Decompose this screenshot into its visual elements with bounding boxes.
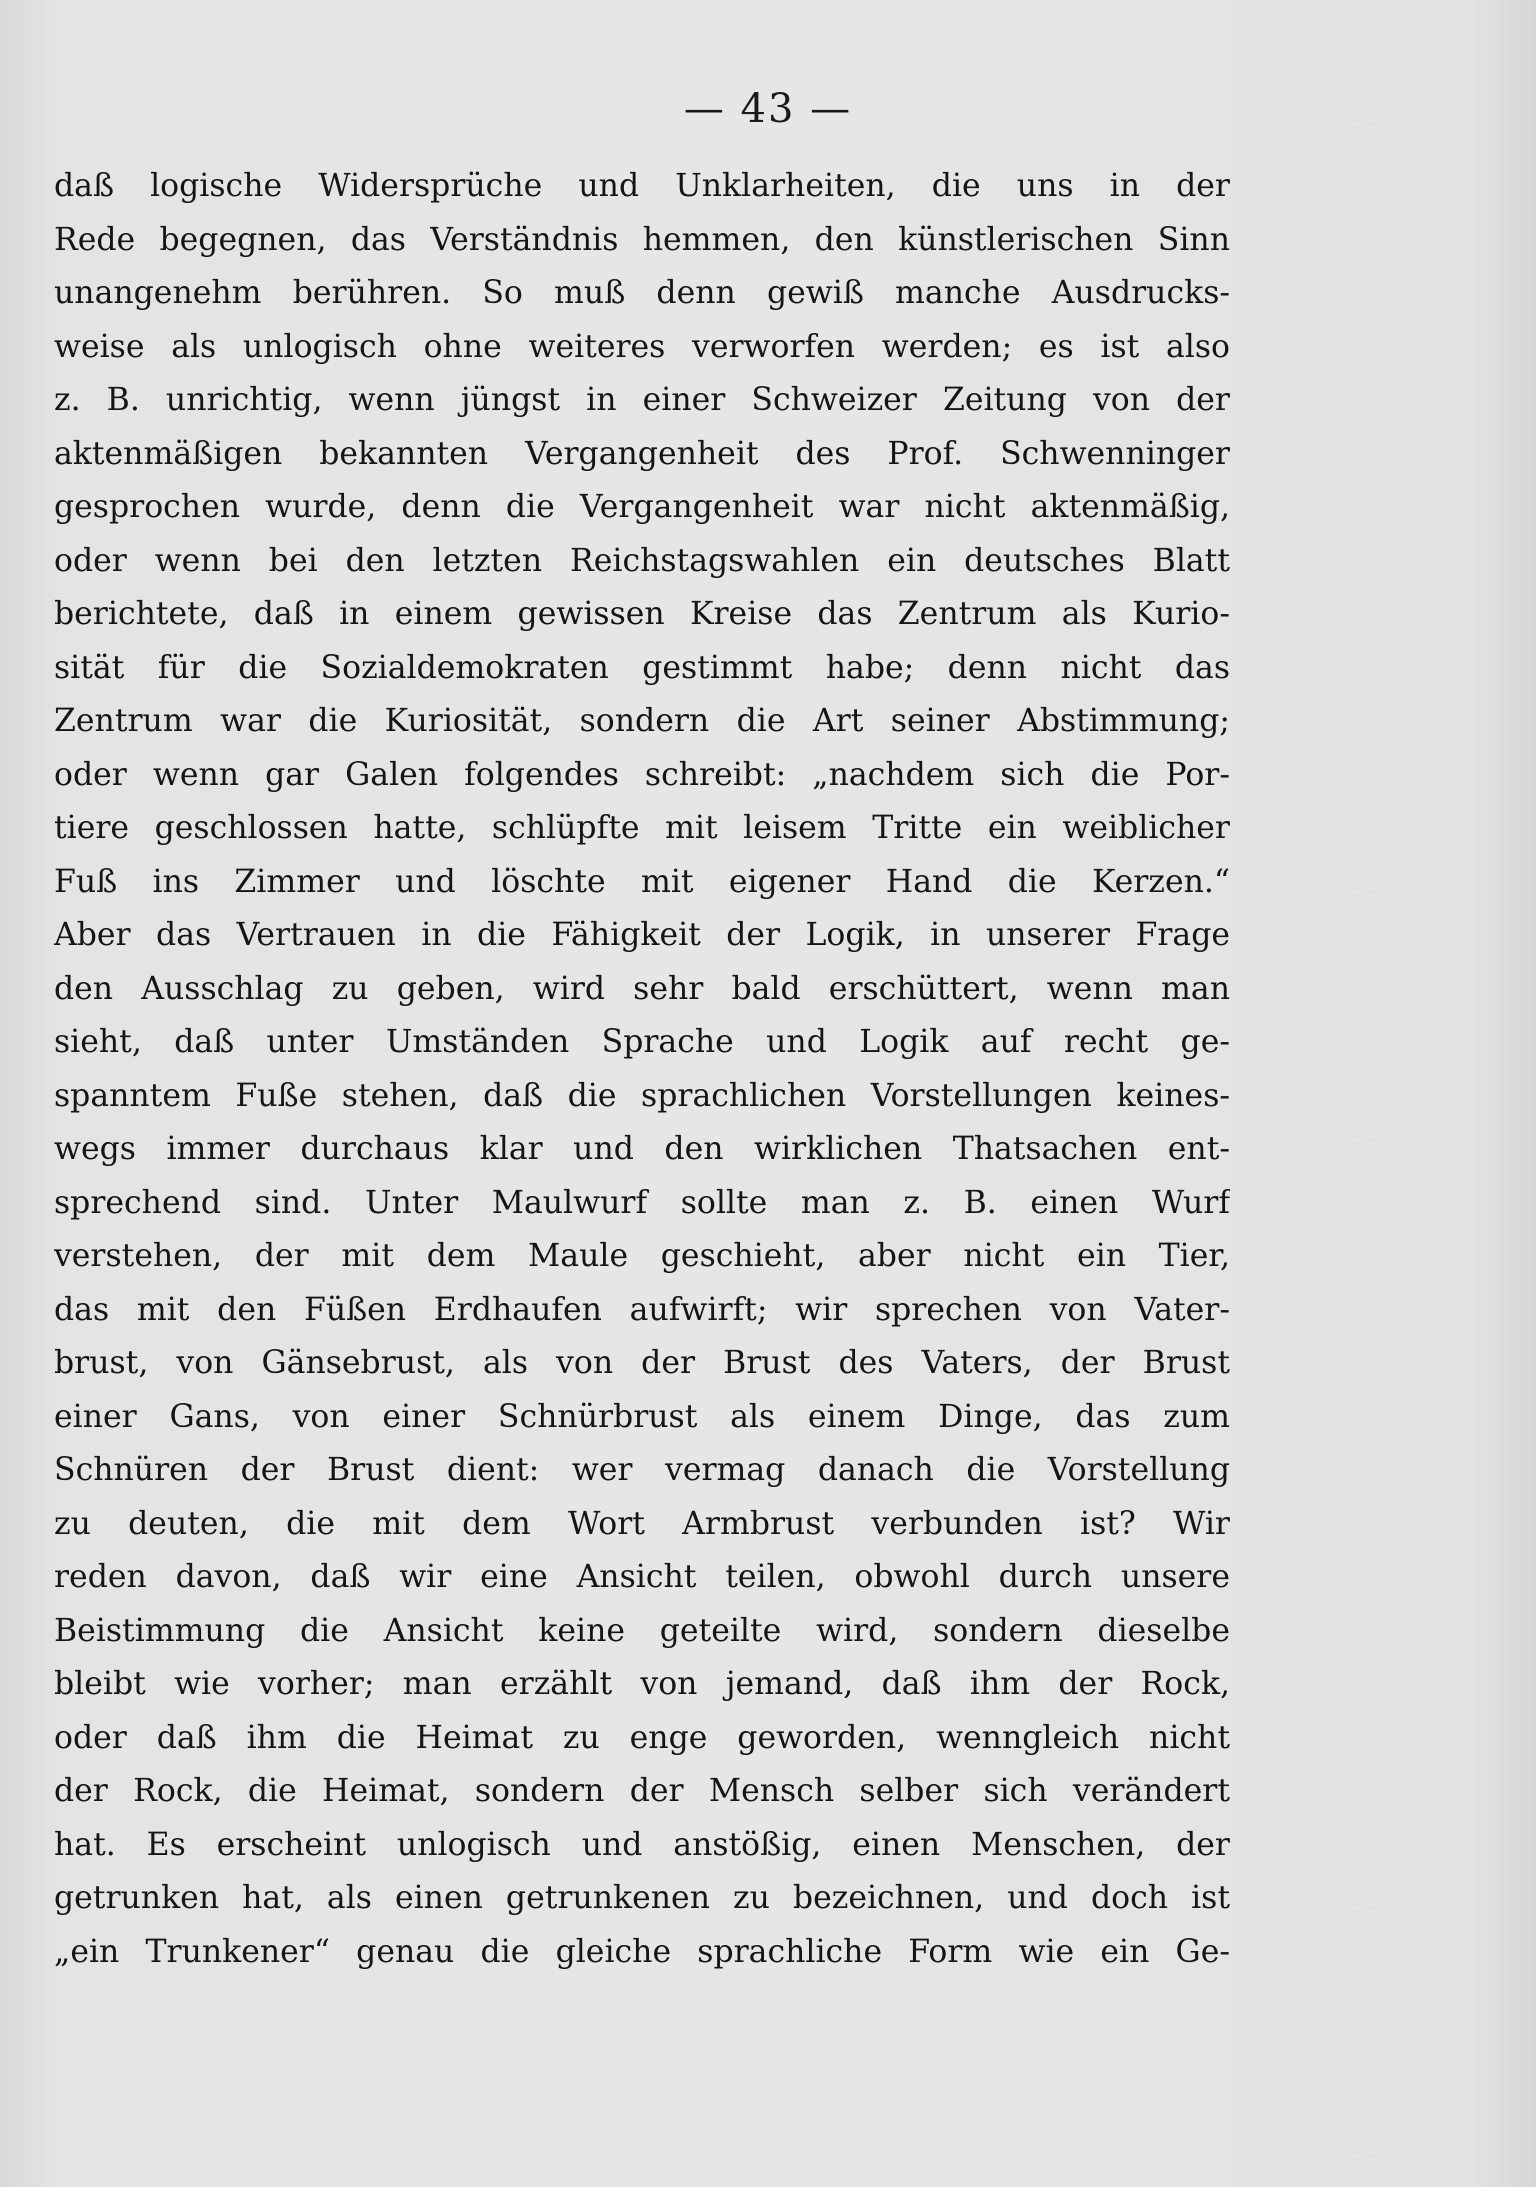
text-line: Beistimmung die Ansicht keine geteilte wird, sondern dieselbe bbox=[54, 1612, 1230, 1649]
text-line: oder wenn bei den letzten Reichstagswahlen ein deutsches Blatt bbox=[54, 542, 1230, 579]
text-line: der Rock, die Heimat, sondern der Mensch selber sich verändert bbox=[54, 1773, 1230, 1809]
text-line: einer Gans, von einer Schnürbrust als einem Dinge, das zum bbox=[54, 1398, 1230, 1435]
text-line: brust, von Gänsebrust, als von der Brust des Vaters, der Brust bbox=[54, 1345, 1230, 1381]
text-line: z. B. unrichtig, wenn jüngst in einer Schweizer Zeitung von der bbox=[54, 382, 1230, 418]
text-line: reden davon, daß wir eine Ansicht teilen, obwohl durch unsere bbox=[54, 1559, 1230, 1595]
text-line: sprechend sind. Unter Maulwurf sollte man z. B. einen Wurf bbox=[54, 1184, 1230, 1221]
text-line: daß logische Widersprüche und Unklarheiten, die uns in der bbox=[54, 168, 1230, 204]
text-line: oder wenn gar Galen folgendes schreibt: „nachdem sich die Por- bbox=[54, 756, 1230, 793]
text-line: Aber das Vertrauen in die Fähigkeit der Logik, in unserer Frage bbox=[54, 917, 1230, 953]
text-line: Rede begegnen, das Verständnis hemmen, den künstlerischen Sinn bbox=[54, 221, 1230, 258]
text-line: Fuß ins Zimmer und löschte mit eigener Hand die Kerzen.“ bbox=[54, 863, 1230, 900]
text-line: verstehen, der mit dem Maule geschieht, aber nicht ein Tier, bbox=[54, 1238, 1230, 1274]
text-line: Zentrum war die Kuriosität, sondern die Art seiner Abstimmung; bbox=[54, 703, 1230, 739]
text-line: „ein Trunkener“ genau die gleiche sprachliche Form wie ein Ge- bbox=[54, 1933, 1230, 1970]
text-line: getrunken hat, als einen getrunkenen zu bezeichnen, und doch ist bbox=[54, 1880, 1230, 1916]
text-line: tiere geschlossen hatte, schlüpfte mit leisem Tritte ein weiblicher bbox=[54, 810, 1230, 846]
text-line: den Ausschlag zu geben, wird sehr bald erschüttert, wenn man bbox=[54, 970, 1230, 1007]
page-number: — 43 — bbox=[683, 86, 853, 132]
text-line: sität für die Sozialdemokraten gestimmt habe; denn nicht das bbox=[54, 649, 1230, 686]
text-line: aktenmäßigen bekannten Vergangenheit des Prof. Schwenninger bbox=[54, 435, 1230, 472]
text-line: oder daß ihm die Heimat zu enge geworden, wenngleich nicht bbox=[54, 1719, 1230, 1756]
text-line: sieht, daß unter Umständen Sprache und Logik auf recht ge- bbox=[54, 1024, 1230, 1060]
text-line: berichtete, daß in einem gewissen Kreise das Zentrum als Kurio- bbox=[54, 596, 1230, 632]
text-line: das mit den Füßen Erdhaufen aufwirft; wir sprechen von Vater- bbox=[54, 1291, 1230, 1328]
text-line: zu deuten, die mit dem Wort Armbrust verbunden ist? Wir bbox=[54, 1505, 1230, 1542]
text-line: Schnüren der Brust dient: wer vermag danach die Vorstellung bbox=[54, 1452, 1230, 1488]
text-line: weise als unlogisch ohne weiteres verworfen werden; es ist also bbox=[54, 328, 1230, 365]
text-line: wegs immer durchaus klar und den wirklichen Thatsachen ent- bbox=[54, 1131, 1230, 1167]
text-line: gesprochen wurde, denn die Vergangenheit war nicht aktenmäßig, bbox=[54, 489, 1230, 525]
body-text bbox=[54, 160, 1230, 1979]
text-line: unangenehm berühren. So muß denn gewiß manche Ausdrucks- bbox=[54, 275, 1230, 311]
text-line: spanntem Fuße stehen, daß die sprachlichen Vorstellungen keines- bbox=[54, 1077, 1230, 1114]
text-line: bleibt wie vorher; man erzählt von jemand, daß ihm der Rock, bbox=[54, 1666, 1230, 1702]
text-line: hat. Es erscheint unlogisch und anstößig, einen Menschen, der bbox=[54, 1826, 1230, 1863]
